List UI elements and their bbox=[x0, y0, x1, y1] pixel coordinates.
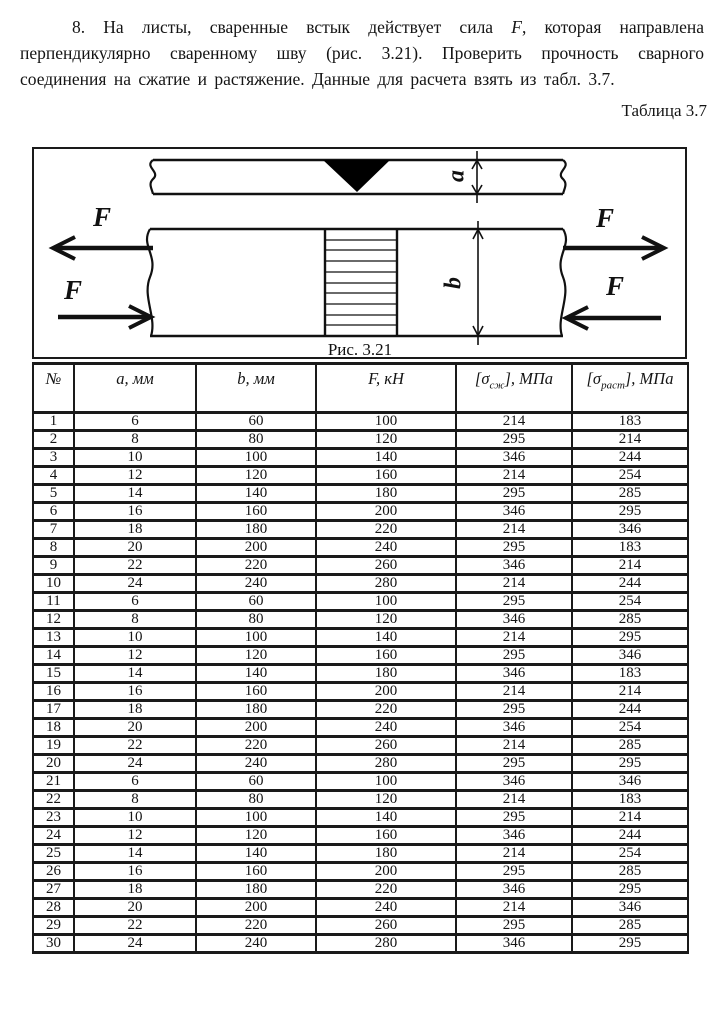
table-cell: 254 bbox=[572, 845, 688, 863]
table-cell: 346 bbox=[572, 899, 688, 917]
table-row bbox=[33, 503, 688, 521]
table-cell: 12 bbox=[74, 647, 196, 665]
table-cell: 27 bbox=[33, 881, 74, 899]
table-cell: 24 bbox=[33, 827, 74, 845]
table-cell: 140 bbox=[316, 449, 456, 467]
table-cell: 285 bbox=[572, 917, 688, 935]
table-cell: 3 bbox=[33, 449, 74, 467]
table-cell: 25 bbox=[33, 845, 74, 863]
table-cell: 8 bbox=[74, 611, 196, 629]
table-cell: 100 bbox=[316, 593, 456, 611]
table-cell: 12 bbox=[74, 827, 196, 845]
header-a: a, мм bbox=[74, 364, 196, 413]
table-cell: 295 bbox=[456, 539, 572, 557]
table-row bbox=[33, 485, 688, 503]
header-sigma-tension: $[\sigma_{раст}]$, МПа bbox=[572, 364, 688, 413]
table-cell: 16 bbox=[33, 683, 74, 701]
weld-seam-triangle bbox=[323, 160, 390, 192]
table-cell: 140 bbox=[196, 665, 316, 683]
table-cell: 240 bbox=[196, 755, 316, 773]
dim-a-label: a bbox=[443, 170, 470, 182]
table-cell: 214 bbox=[456, 791, 572, 809]
table-cell: 12 bbox=[74, 467, 196, 485]
table-cell: 200 bbox=[196, 899, 316, 917]
table-cell: 240 bbox=[316, 899, 456, 917]
table-cell: 183 bbox=[572, 539, 688, 557]
table-cell: 260 bbox=[316, 557, 456, 575]
table-cell: 6 bbox=[74, 413, 196, 431]
table-cell: 10 bbox=[74, 809, 196, 827]
table-cell: 280 bbox=[316, 755, 456, 773]
table-cell: 295 bbox=[456, 647, 572, 665]
force-arrow-bottom-right bbox=[566, 307, 661, 329]
table-cell: 200 bbox=[316, 503, 456, 521]
table-cell: 183 bbox=[572, 413, 688, 431]
table-cell: 8 bbox=[33, 539, 74, 557]
table-cell: 120 bbox=[316, 431, 456, 449]
table-cell: 14 bbox=[33, 647, 74, 665]
table-row bbox=[33, 449, 688, 467]
problem-statement bbox=[20, 14, 704, 92]
table-cell: 183 bbox=[572, 791, 688, 809]
table-cell: 214 bbox=[456, 737, 572, 755]
table-row bbox=[33, 413, 688, 431]
table-cell: 14 bbox=[74, 485, 196, 503]
table-row bbox=[33, 683, 688, 701]
table-row bbox=[33, 719, 688, 737]
problem-text-part2: , которая направлена перпендикулярно сваренному шву (рис. 3.21). Проверить прочность сварного соединения на сжатие и растяжение. Данные для расчета взять из табл. 3.7. bbox=[20, 17, 704, 89]
table-cell: 346 bbox=[572, 647, 688, 665]
table-cell: 280 bbox=[316, 935, 456, 953]
table-cell: 120 bbox=[316, 791, 456, 809]
table-cell: 346 bbox=[572, 521, 688, 539]
table-cell: 220 bbox=[196, 737, 316, 755]
table-cell: 160 bbox=[316, 647, 456, 665]
header-b: b, мм bbox=[196, 364, 316, 413]
table-cell: 11 bbox=[33, 593, 74, 611]
table-cell: 13 bbox=[33, 629, 74, 647]
table-cell: 120 bbox=[196, 827, 316, 845]
table-cell: 346 bbox=[456, 719, 572, 737]
table-cell: 200 bbox=[316, 683, 456, 701]
table-cell: 295 bbox=[456, 485, 572, 503]
force-label-top-right: F bbox=[595, 203, 615, 233]
table-cell: 180 bbox=[196, 701, 316, 719]
table-cell: 120 bbox=[196, 647, 316, 665]
table-cell: 160 bbox=[196, 863, 316, 881]
table-row bbox=[33, 467, 688, 485]
header-num: № bbox=[33, 364, 74, 413]
table-row bbox=[33, 881, 688, 899]
table-cell: 18 bbox=[74, 701, 196, 719]
table-cell: 220 bbox=[196, 917, 316, 935]
table-row bbox=[33, 557, 688, 575]
table-cell: 100 bbox=[196, 809, 316, 827]
table-cell: 180 bbox=[196, 521, 316, 539]
table-cell: 285 bbox=[572, 863, 688, 881]
table-cell: 346 bbox=[572, 773, 688, 791]
table-cell: 295 bbox=[456, 917, 572, 935]
table-row bbox=[33, 431, 688, 449]
table-cell: 214 bbox=[456, 899, 572, 917]
table-cell: 21 bbox=[33, 773, 74, 791]
table-row bbox=[33, 899, 688, 917]
table-cell: 10 bbox=[33, 575, 74, 593]
table-cell: 295 bbox=[456, 809, 572, 827]
break-line-right bbox=[561, 229, 566, 336]
table-cell: 100 bbox=[316, 773, 456, 791]
force-label-top-left: F bbox=[92, 202, 112, 232]
table-row bbox=[33, 917, 688, 935]
weld-joint-figure bbox=[34, 149, 685, 357]
table-cell: 214 bbox=[572, 557, 688, 575]
table-cell: 180 bbox=[316, 665, 456, 683]
figure-box bbox=[32, 147, 687, 359]
table-cell: 244 bbox=[572, 575, 688, 593]
table-cell: 200 bbox=[196, 719, 316, 737]
table-cell: 22 bbox=[33, 791, 74, 809]
data-table bbox=[32, 362, 689, 954]
table-cell: 160 bbox=[316, 827, 456, 845]
table-cell: 240 bbox=[196, 935, 316, 953]
table-cell: 140 bbox=[316, 809, 456, 827]
table-cell: 214 bbox=[456, 413, 572, 431]
table-row bbox=[33, 809, 688, 827]
table-cell: 22 bbox=[74, 917, 196, 935]
table-cell: 260 bbox=[316, 917, 456, 935]
table-cell: 2 bbox=[33, 431, 74, 449]
table-row bbox=[33, 575, 688, 593]
table-cell: 346 bbox=[456, 827, 572, 845]
table-cell: 254 bbox=[572, 719, 688, 737]
force-arrow-top-left bbox=[53, 237, 153, 259]
table-cell: 24 bbox=[74, 755, 196, 773]
table-row bbox=[33, 755, 688, 773]
table-row bbox=[33, 611, 688, 629]
force-label-bottom-left: F bbox=[63, 275, 83, 305]
table-cell: 295 bbox=[572, 881, 688, 899]
table-cell: 10 bbox=[74, 629, 196, 647]
table-cell: 346 bbox=[456, 665, 572, 683]
table-cell: 295 bbox=[456, 755, 572, 773]
table-cell: 346 bbox=[456, 611, 572, 629]
table-cell: 295 bbox=[456, 593, 572, 611]
table-cell: 295 bbox=[456, 863, 572, 881]
table-cell: 200 bbox=[316, 863, 456, 881]
table-row bbox=[33, 935, 688, 953]
table-cell: 295 bbox=[572, 755, 688, 773]
table-row bbox=[33, 845, 688, 863]
table-cell: 180 bbox=[316, 845, 456, 863]
table-cell: 80 bbox=[196, 611, 316, 629]
table-cell: 28 bbox=[33, 899, 74, 917]
table-cell: 60 bbox=[196, 773, 316, 791]
table-cell: 8 bbox=[74, 431, 196, 449]
table-cell: 214 bbox=[456, 629, 572, 647]
table-cell: 7 bbox=[33, 521, 74, 539]
table-row bbox=[33, 773, 688, 791]
table-cell: 214 bbox=[456, 575, 572, 593]
force-arrow-bottom-left bbox=[58, 306, 151, 328]
table-cell: 295 bbox=[456, 431, 572, 449]
table-cell: 80 bbox=[196, 431, 316, 449]
table-cell: 183 bbox=[572, 665, 688, 683]
table-cell: 16 bbox=[74, 503, 196, 521]
table-cell: 20 bbox=[33, 755, 74, 773]
table-cell: 260 bbox=[316, 737, 456, 755]
table-cell: 140 bbox=[196, 485, 316, 503]
table-cell: 280 bbox=[316, 575, 456, 593]
table-row bbox=[33, 629, 688, 647]
table-row bbox=[33, 827, 688, 845]
table-cell: 220 bbox=[316, 881, 456, 899]
table-cell: 12 bbox=[33, 611, 74, 629]
table-cell: 18 bbox=[33, 719, 74, 737]
table-cell: 19 bbox=[33, 737, 74, 755]
table-cell: 285 bbox=[572, 611, 688, 629]
table-header-row bbox=[33, 364, 688, 413]
table-cell: 214 bbox=[572, 431, 688, 449]
table-cell: 6 bbox=[74, 773, 196, 791]
table-cell: 220 bbox=[316, 521, 456, 539]
table-label: Таблица 3.7 bbox=[621, 101, 707, 120]
table-cell: 100 bbox=[316, 413, 456, 431]
table-cell: 100 bbox=[196, 449, 316, 467]
header-sigma-compression: $[\sigma_{сж}]$, МПа bbox=[456, 364, 572, 413]
table-cell: 346 bbox=[456, 503, 572, 521]
table-row bbox=[33, 791, 688, 809]
table-cell: 140 bbox=[316, 629, 456, 647]
table-cell: 60 bbox=[196, 413, 316, 431]
table-cell: 160 bbox=[316, 467, 456, 485]
table-cell: 100 bbox=[196, 629, 316, 647]
table-cell: 4 bbox=[33, 467, 74, 485]
table-cell: 346 bbox=[456, 449, 572, 467]
table-cell: 295 bbox=[456, 701, 572, 719]
table-cell: 285 bbox=[572, 737, 688, 755]
table-cell: 214 bbox=[572, 809, 688, 827]
table-cell: 26 bbox=[33, 863, 74, 881]
table-cell: 160 bbox=[196, 503, 316, 521]
figure-caption: Рис. 3.21 bbox=[327, 340, 393, 357]
dim-b-label: b bbox=[440, 277, 467, 289]
table-cell: 346 bbox=[456, 935, 572, 953]
table-cell: 8 bbox=[74, 791, 196, 809]
table-cell: 24 bbox=[74, 575, 196, 593]
table-cell: 22 bbox=[74, 737, 196, 755]
table-cell: 6 bbox=[74, 593, 196, 611]
table-cell: 295 bbox=[572, 935, 688, 953]
table-cell: 23 bbox=[33, 809, 74, 827]
table-cell: 214 bbox=[456, 845, 572, 863]
table-cell: 20 bbox=[74, 719, 196, 737]
table-row bbox=[33, 539, 688, 557]
table-row bbox=[33, 521, 688, 539]
table-cell: 240 bbox=[316, 539, 456, 557]
table-body bbox=[33, 413, 688, 953]
table-cell: 180 bbox=[316, 485, 456, 503]
table-cell: 29 bbox=[33, 917, 74, 935]
table-cell: 214 bbox=[456, 467, 572, 485]
force-arrow-top-right bbox=[563, 237, 664, 259]
table-cell: 346 bbox=[456, 773, 572, 791]
dimension-b bbox=[473, 221, 483, 345]
table-row bbox=[33, 701, 688, 719]
table-cell: 14 bbox=[74, 665, 196, 683]
table-cell: 244 bbox=[572, 449, 688, 467]
table-cell: 20 bbox=[74, 539, 196, 557]
table-cell: 18 bbox=[74, 521, 196, 539]
table-row bbox=[33, 647, 688, 665]
table-cell: 346 bbox=[456, 557, 572, 575]
figure-and-table-block bbox=[32, 147, 687, 954]
table-cell: 14 bbox=[74, 845, 196, 863]
table-cell: 1 bbox=[33, 413, 74, 431]
table-cell: 214 bbox=[456, 521, 572, 539]
table-cell: 346 bbox=[456, 881, 572, 899]
table-cell: 22 bbox=[74, 557, 196, 575]
table-cell: 18 bbox=[74, 881, 196, 899]
table-cell: 24 bbox=[74, 935, 196, 953]
table-cell: 17 bbox=[33, 701, 74, 719]
weld-strip-hatched bbox=[325, 229, 397, 336]
table-cell: 60 bbox=[196, 593, 316, 611]
table-cell: 160 bbox=[196, 683, 316, 701]
table-cell: 9 bbox=[33, 557, 74, 575]
table-cell: 120 bbox=[196, 467, 316, 485]
table-cell: 220 bbox=[196, 557, 316, 575]
table-cell: 16 bbox=[74, 863, 196, 881]
problem-text-part1: 8. На листы, сваренные встык действует сила bbox=[72, 17, 512, 37]
table-cell: 140 bbox=[196, 845, 316, 863]
table-cell: 295 bbox=[572, 503, 688, 521]
table-cell: 6 bbox=[33, 503, 74, 521]
table-cell: 214 bbox=[572, 683, 688, 701]
table-cell: 285 bbox=[572, 485, 688, 503]
table-row bbox=[33, 665, 688, 683]
table-row bbox=[33, 863, 688, 881]
table-cell: 244 bbox=[572, 701, 688, 719]
table-cell: 240 bbox=[196, 575, 316, 593]
force-symbol: F bbox=[511, 17, 522, 37]
table-cell: 16 bbox=[74, 683, 196, 701]
table-cell: 180 bbox=[196, 881, 316, 899]
table-cell: 20 bbox=[74, 899, 196, 917]
table-cell: 244 bbox=[572, 827, 688, 845]
table-cell: 254 bbox=[572, 467, 688, 485]
table-row bbox=[33, 593, 688, 611]
table-cell: 200 bbox=[196, 539, 316, 557]
table-cell: 30 bbox=[33, 935, 74, 953]
table-cell: 220 bbox=[316, 701, 456, 719]
table-cell: 240 bbox=[316, 719, 456, 737]
table-cell: 120 bbox=[316, 611, 456, 629]
table-cell: 80 bbox=[196, 791, 316, 809]
table-cell: 254 bbox=[572, 593, 688, 611]
table-cell: 5 bbox=[33, 485, 74, 503]
table-cell: 295 bbox=[572, 629, 688, 647]
header-f: F, кН bbox=[316, 364, 456, 413]
table-row bbox=[33, 737, 688, 755]
table-cell: 15 bbox=[33, 665, 74, 683]
break-line-left bbox=[150, 160, 155, 194]
table-cell: 10 bbox=[74, 449, 196, 467]
force-label-bottom-right: F bbox=[605, 271, 625, 301]
break-line-right bbox=[561, 160, 566, 194]
table-cell: 214 bbox=[456, 683, 572, 701]
